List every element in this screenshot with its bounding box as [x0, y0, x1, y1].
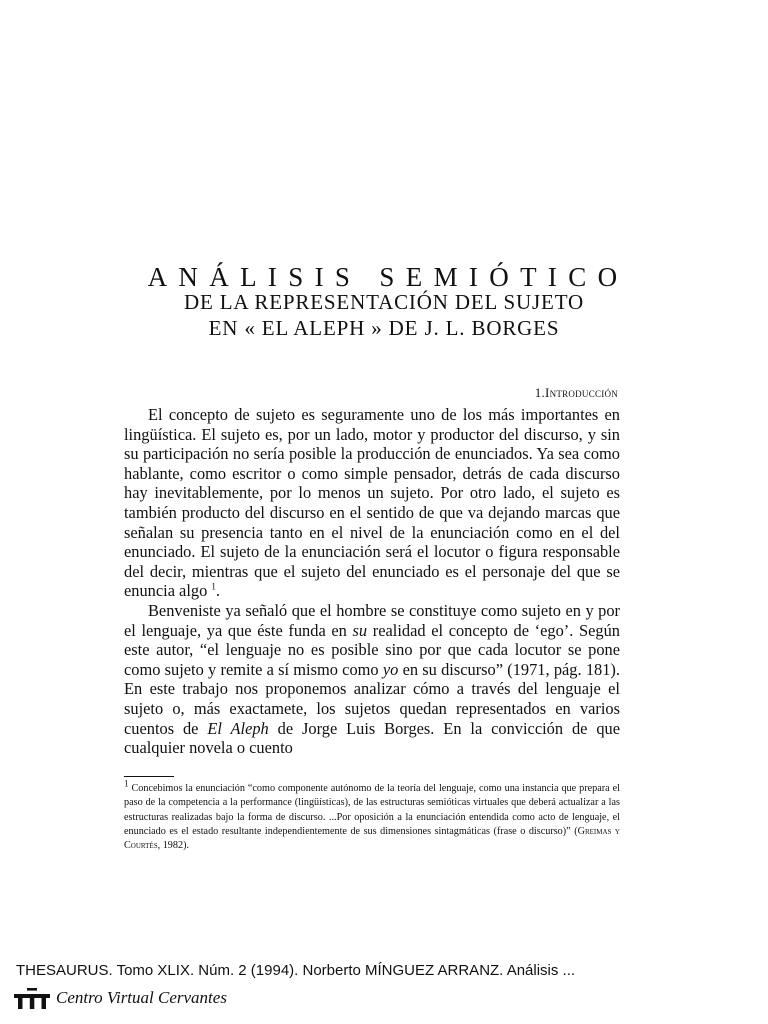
article-title-line-1: ANÁLISIS SEMIÓTICO — [147, 262, 629, 292]
footnote-text: Concebimos la enunciación “como componente autónomo de la teoría del lenguaje, como una instancia que prepara el paso de la competencia a la performance (lingüísticas), de las estructuras semióticas virtuales que deberá actualizar a las estructuras realizadas bajo la forma de discurso. ...Por oposición a la enunciación entendida como acto de lenguaje, el enunciado es el estado resultante independientemente de sus dimensiones sintagmáticas (frase o discurso)” ( — [124, 783, 620, 837]
paragraph-2-part-g: de Jorge Luis Borges. En la convicción de que cualquier novela o cuento — [124, 718, 620, 758]
paragraph-2-part-e: en su discurso” (1971, pág. 181). En este trabajo nos proponemos analizar cómo a través del lenguaje el sujeto o, más exactamete, los sujetos quedan representados en varios cuentos de — [124, 659, 620, 738]
paragraph-2-italic-yo: yo — [382, 659, 399, 679]
paragraph-2-italic-su: su — [352, 620, 368, 640]
brand-name: Centro Virtual Cervantes — [56, 988, 227, 1007]
footnote-divider — [124, 776, 174, 777]
footnote-1 — [124, 778, 620, 853]
paragraph-1 — [124, 405, 620, 601]
brand-footer[interactable] — [14, 987, 227, 1009]
paragraph-1-end: . — [215, 581, 221, 601]
section-heading — [535, 385, 618, 401]
article-title-line-3: EN « EL ALEPH » DE J. L. BORGES — [208, 316, 560, 340]
footnote-year: , 1982). — [157, 840, 190, 852]
section-number: 1. — [534, 385, 546, 400]
paragraph-2 — [124, 601, 620, 758]
article-title-line-2: DE LA REPRESENTACIÓN DEL SUJETO — [183, 290, 585, 314]
body-text — [124, 405, 620, 758]
book-title-el-aleph: El Aleph — [207, 718, 269, 738]
footnote-reference[interactable]: 1 — [211, 581, 216, 592]
section-label: Introducción — [545, 385, 618, 400]
paragraph-2-part-a: Benveniste ya señaló que el hombre se constituye como sujeto en y por el lenguaje, ya que éste funda en — [124, 600, 620, 640]
footnote-marker: 1 — [124, 778, 129, 789]
paragraph-2-part-c: realidad el concepto de ‘ego’. Según este autor, “el lenguaje no es posible sino por que cada locutor se pone como sujeto y remite a sí mismo como — [124, 620, 620, 679]
footnote-authors: Greimas y Courtés — [124, 825, 620, 852]
running-footer[interactable]: THESAURUS. Tomo XLIX. Núm. 2 (1994). Norberto MÍNGUEZ ARRANZ. Análisis ... — [16, 962, 576, 979]
paragraph-1-text: El concepto de sujeto es seguramente uno de los más importantes en lingüística. El sujeto es, por un lado, motor y productor del discurso, y sin su participación no sería posible la producción de enunciados. Ya sea como hablante, como escritor o como simple pensador, detrás de cada discurso hay inevitablemente, por lo menos un sujeto. Por otro lado, el sujeto es también producto del discurso en el sentido de que va dejando marcas que señalan su presencia tanto en el nivel de la enunciación como en el del enunciado. El sujeto de la enunciación será el locutor o figura responsable del decir, mientras que el sujeto del enunciado es el personaje del que se enuncia algo — [124, 405, 620, 601]
cvc-logo-icon — [14, 987, 50, 1009]
